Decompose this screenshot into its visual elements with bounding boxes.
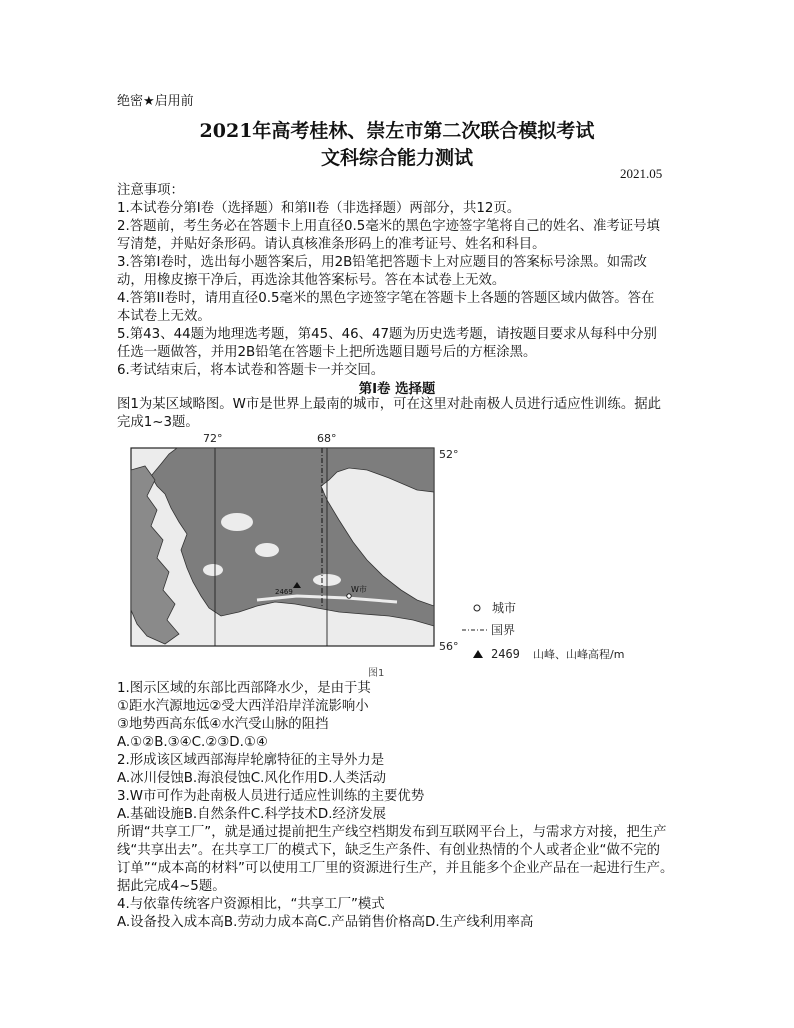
inlet: [255, 543, 279, 557]
exam-date: 2021.05: [620, 166, 663, 181]
note-line: 本试卷上无效。: [117, 309, 211, 324]
question-line: 2.形成该区域西部海岸轮廓特征的主导外力是: [117, 753, 385, 768]
notes-heading: 注意事项：: [117, 183, 184, 198]
question-line: A.设备投入成本高B.劳动力成本高C.产品销售价格高D.生产线利用率高: [117, 915, 534, 930]
intro-line: 图1为某区域略图。W市是世界上最南的城市，可在这里对赴南极人员进行适应性训练。据此: [117, 397, 661, 412]
exam-subtitle: 文科综合能力测试: [320, 147, 473, 169]
note-line: 任选一题做答，并用2B铅笔在答题卡上把所选题目题号后的方框涂黑。: [117, 345, 537, 360]
legend-peak-icon: [473, 650, 483, 658]
passage-line: 所谓“共享工厂”，就是通过提前把生产线空档期发布到互联网平台上，与需求方对接，把生产: [117, 825, 667, 840]
figure-1-map: [117, 430, 697, 665]
lon-label-72: 72°: [203, 432, 223, 445]
note-line: 写清楚，并贴好条形码。请认真核准条形码上的准考证号、姓名和科目。: [117, 237, 546, 252]
note-line: 3.答第I卷时，选出每小题答案后，用2B铅笔把答题卡上对应题目的答案标号涂黑。如需改: [117, 255, 647, 270]
legend-border-label: 国界: [491, 623, 516, 637]
intro-line: 完成1~3题。: [117, 415, 199, 430]
passage-line: 订单”“成本高的材料”可以使用工厂里的资源进行生产，并且能多个企业产品在一起进行生产。: [117, 861, 674, 876]
inlet: [221, 513, 253, 531]
question-line: 3.W市可作为赴南极人员进行适应性训练的主要优势: [117, 789, 425, 804]
note-line: 5.第43、44题为地理选考题，第45、46、47题为历史选考题，请按题目要求从每科中分别: [117, 327, 657, 342]
exam-title: 2021年高考桂林、崇左市第二次联合模拟考试: [199, 120, 595, 142]
w-city-label: W市: [351, 585, 367, 594]
question-line: A.基础设施B.自然条件C.科学技术D.经济发展: [117, 807, 387, 822]
question-line: 1.图示区域的东部比西部降水少，是由于其: [117, 681, 371, 696]
legend-peak-value: 2469: [491, 647, 520, 661]
question-line: 4.与依靠传统客户资源相比，“共享工厂”模式: [117, 897, 385, 912]
figure-caption: 图1: [368, 668, 385, 679]
note-line: 1.本试卷分第I卷（选择题）和第II卷（非选择题）两部分，共12页。: [117, 201, 521, 216]
note-line: 动，用橡皮擦干净后，再选涂其他答案标号。答在本试卷上无效。: [117, 273, 506, 288]
lat-label-52: 52°: [439, 448, 459, 461]
section-title: 第I卷 选择题: [358, 382, 436, 397]
legend-city-label: 城市: [492, 601, 517, 615]
peak-height-label: 2469: [275, 588, 293, 596]
question-line: A.冰川侵蚀B.海浪侵蚀C.风化作用D.人类活动: [117, 771, 387, 786]
note-line: 4.答第II卷时，请用直径0.5毫米的黑色字迹签字笔在答题卡上各题的答题区域内做答。答在: [117, 291, 655, 306]
lon-label-68: 68°: [317, 432, 337, 445]
legend-peak-label: 山峰、山峰高程/m: [533, 648, 625, 661]
lat-label-56: 56°: [439, 640, 459, 653]
passage-line: 线“共享出去”。在共享工厂的模式下，缺乏生产条件、有创业热情的个人或者企业“做不完的: [117, 843, 661, 858]
note-line: 2.答题前，考生务必在答题卡上用直径0.5毫米的黑色字迹签字笔将自己的姓名、准考证号填: [117, 219, 660, 234]
question-line: A.①②B.③④C.②③D.①④: [117, 735, 268, 750]
question-line: ①距水汽源地远②受大西洋沿岸洋流影响小: [117, 699, 369, 714]
inlet: [203, 564, 223, 576]
secret-label: 绝密★启用前: [117, 94, 194, 109]
passage-line: 据此完成4~5题。: [117, 879, 226, 894]
note-line: 6.考试结束后，将本试卷和答题卡一并交回。: [117, 363, 385, 378]
w-city-marker-icon: [347, 594, 351, 598]
legend-city-icon: [474, 605, 480, 611]
question-line: ③地势西高东低④水汽受山脉的阻挡: [117, 717, 329, 732]
